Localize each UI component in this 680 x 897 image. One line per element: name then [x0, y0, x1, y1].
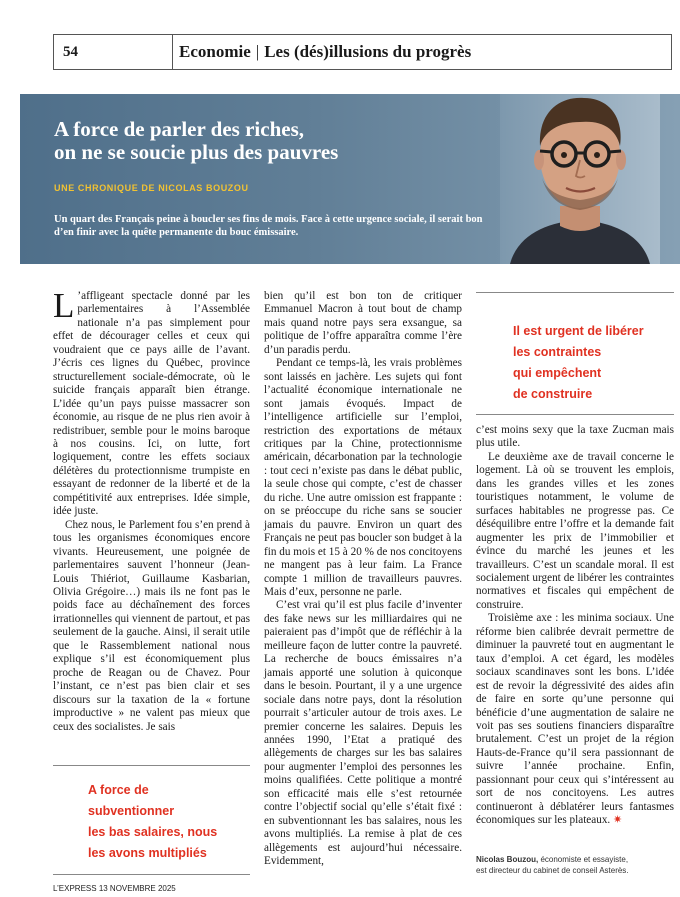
article-title-line-2: on ne se soucie plus des pauvres [54, 140, 339, 164]
page-number: 54 [63, 43, 78, 60]
pullquote-1-line: les contraintes [513, 345, 602, 359]
issue-date: 13 NOVEMBRE 2025 [98, 884, 176, 893]
section-name: Economie [179, 42, 251, 61]
article-title-line-1: A force de parler des riches, [54, 117, 305, 141]
author-role: économiste et essayiste, [538, 855, 629, 864]
article-column-1 [53, 286, 250, 734]
header-separator: | [255, 42, 260, 61]
header-title [172, 35, 471, 69]
byline: UNE CHRONIQUE DE NICOLAS BOUZOU [54, 183, 249, 193]
paragraph: bien qu’il est bon ton de critiquer Emmanuel Macron à tout bout de champ mais quand notre pays sera exsangue, sa politique de l’offre apparaîtra comme l’ère d’un paradis perdu. [264, 290, 462, 356]
paragraph: Chez nous, le Parlement fou s’en prend à tous les organismes économiques encore vivants. Heureusement, une poignée de parlementaires sauvent l’honneur (Jean-Louis Thiériot, Guillaume Kasbarian, Olivia Grégoire…) mais ils ne font pas le poids face au déchaînement des forces irrationnelles qui viennent de partout, et pas seulement de la gauche. Ainsi, il serait utile que le Rassemblement national nous explique s’il est économiquement plus proche de Reagan ou de Chavez. Pour l’instant, ce n’est pas bien clair et ses discours sur la taxation de la « fortune improductive » ne valent pas mieux que ceux des socialistes. Je sais [53, 518, 250, 733]
pullquote-rule-bottom [53, 874, 250, 875]
paragraph-text: Troisième axe : les minima sociaux. Une réforme bien calibrée devrait permettre de diminuer la pauvreté tout en augmentant le taux d’emploi. A cet égard, les modèles sociaux scandinaves sont les bons. L’idée est de revoir la dégressivité des aides afin de faire en sorte qu’une personne qui bénéficie d’une augmentation de salaire ne voit pas ses soutiens financiers disparaître brutalement. C’est un projet de la région Hauts-de-France qu’il sera passionnant de suivre l’année prochaine. Enfin, passionnant pour ceux qui s’intéressent au sort de nos concitoyens. Les autres continueront à déblatérer leurs fantasmes économiques sur les plateaux. [476, 612, 674, 827]
article-column-2 [264, 290, 462, 868]
author-affiliation: est directeur du cabinet de conseil Asterès. [476, 865, 629, 875]
pullquote-2-line: les avons multipliés [88, 846, 207, 860]
paragraph: c’est moins sexy que la taxe Zucman mais plus utile. [476, 424, 674, 450]
paragraph: Pendant ce temps-là, les vrais problèmes sont laissés en jachère. Les sujets qui font l’actualité économique internationale ne sont jamais évoqués. Impact de l’intelligence artificielle sur l’emploi, restriction des exportations de métaux critiques par la Chine, protectionnisme américain, décarbonation par la technologie : tout ceci n’existe pas dans le débat public, la seule chose qui compte, c’est de chasser du riche. Une autre omission est frappante : on se préoccupe du riche sans se soucier jamais du pauvre. Environ un quart des Français ne peut pas boucler son budget à la fin du mois et 15 à 20 % de nos concitoyens ne mangent pas à leur faim. La France compte 1 million de travailleurs pauvres. Mais d’eux, personne ne parle. [264, 357, 462, 598]
paragraph: Le deuxième axe de travail concerne le logement. Là où se trouvent les emplois, dans les grandes villes et les zones touristiques notamment, le volume de surfaces habitables ne progresse pas. Ce déséquilibre entre l’offre et la demande fait augmenter les prix de l’immobilier et évince du marché les jeunes et les travailleurs. C’est un scandale moral. Il est socialement urgent de libérer les contraintes normatives et fiscales qui empêchent de construire. [476, 450, 674, 611]
author-portrait [500, 94, 660, 264]
page-header [53, 34, 672, 70]
paragraph [476, 612, 674, 827]
article-banner [20, 94, 680, 264]
pullquote-rule-top [476, 292, 674, 293]
pullquote-2 [88, 780, 217, 864]
pullquote-rule-bottom [476, 414, 674, 415]
pullquote-2-line: subventionner [88, 804, 175, 818]
magazine-name: L’EXPRESS [53, 884, 97, 893]
pullquote-1-line: qui empêchent [513, 366, 602, 380]
pullquote-2-line: les bas salaires, nous [88, 825, 218, 839]
pullquote-rule-top [53, 765, 250, 766]
page-footer [53, 884, 176, 893]
end-mark-icon: ✷ [613, 814, 623, 827]
standfirst: Un quart des Français peine à boucler ses fins de mois. Face à cette urgence sociale, il serait bon d’en finir avec la quête permanente du bouc émissaire. [54, 214, 483, 238]
pullquote-1-line: de construire [513, 387, 593, 401]
article-title [54, 118, 338, 164]
paragraph [53, 286, 250, 519]
article-column-3 [476, 424, 674, 828]
pullquote-2-line: A force de [88, 783, 149, 797]
pullquote-1 [513, 321, 644, 405]
rubric-name: Les (dés)illusions du progrès [264, 42, 472, 61]
pullquote-1-line: Il est urgent de libérer [513, 324, 644, 338]
author-note [476, 855, 676, 876]
paragraph: C’est vrai qu’il est plus facile d’inventer des fake news sur les milliardaires qui ne paieraient pas d’impôt que de réfléchir à la meilleure façon de lutter contre la pauvreté. La recherche de boucs émissaires n’a jamais apporté une solution à quiconque dans le besoin. Pourtant, il y a une urgence sociale dans notre pays, dont la résolution pourrait s’articuler autour de trois axes. Le premier concerne les salaires. Depuis les années 1990, l’Etat a pratiqué des allègements de charges sur les bas salaires pour augmenter l’emploi des personnes les moins qualifiées. Cette politique a montré son efficacité mais elle s’est retournée contre l’objectif social qu’elle s’était fixé : en subventionnant les bas salaires, nous les avons multipliés. La remise à plat de ces allègements est aujourd’hui nécessaire. Evidemment, [264, 599, 462, 868]
author-name: Nicolas Bouzou, [476, 855, 539, 864]
paragraph-text: ’affligeant spectacle donné par les parlementaires à l’Assemblée nationale n’a pas simplement pour effet de décourager celles et ceux qui voudraient que ce pays aille de l’avant. J’écris ces lignes du Québec, province structurellement sociale-démocrate, où le suicide français apparaît bien étrange. L’idée qu’un pays puisse massacrer son économie, au risque de ne plus rien avoir à redistribuer, semble pour le moins baroque à nos cousins. Ici, on lutte, fort logiquement, contre les effets sociaux délétères du protectionnisme trumpiste en essayant de redonner de la liberté et de la compétitivité aux entreprises. Idée simple, idée juste. [53, 290, 250, 518]
drop-cap: L [53, 286, 75, 325]
